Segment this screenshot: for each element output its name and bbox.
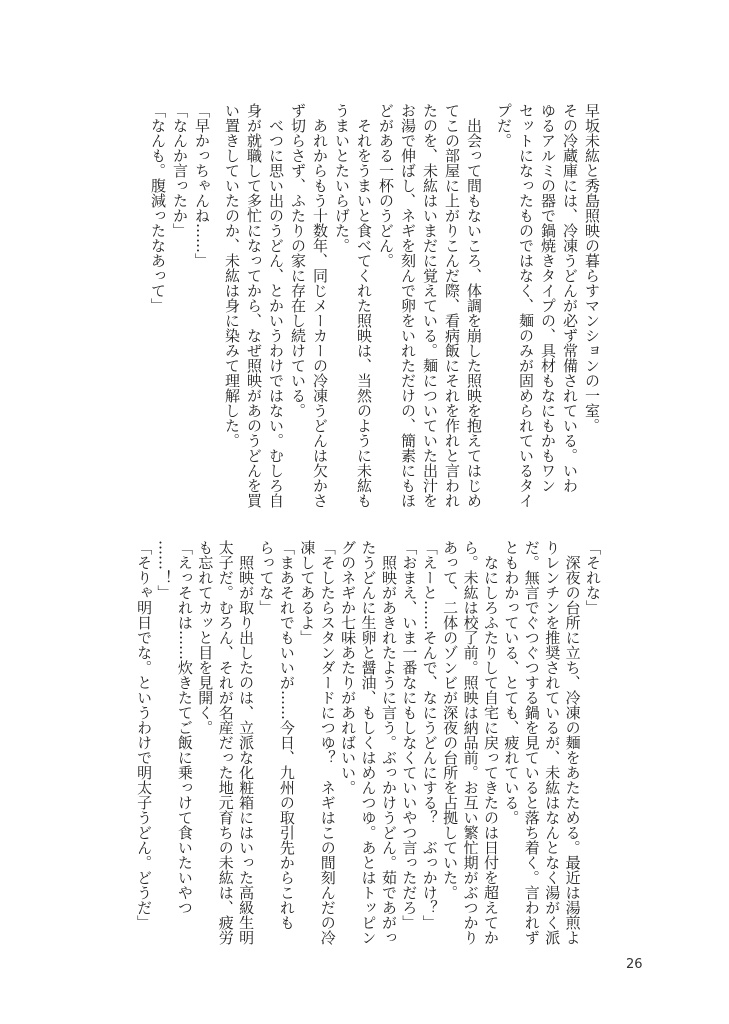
text-line: 照映があきれたように言う。ぶっかけうどん。茹であがっ	[379, 540, 398, 945]
text-line: 深夜の台所に立ち、冷凍の麺をあたためる。最近は湯煎よ	[563, 540, 582, 945]
text-line: てこの部屋に上がりこんだ際、看病飯にそれを作れと言われ	[443, 103, 461, 508]
text-line: 太子だ。むろん、それが名産だった地元育ちの未紘は、疲労	[216, 540, 235, 945]
text-line: 凍してあるよ」	[298, 540, 317, 645]
text-line: 「えーと……そんで、なにうどんにする？ ぶっかけ？」	[420, 540, 439, 930]
text-line: あって、二体のゾンビが深夜の台所を占拠していた。	[441, 540, 460, 900]
text-line: も忘れてカッと目を見開く。	[196, 540, 215, 735]
text-line: セットになったものではなく、麺のみが固められているタイ	[517, 103, 535, 508]
text-line: 「なんか言ったか」	[171, 103, 189, 238]
text-line: たのを、未紘はいまだに覚えている。麺についていた出汁を	[421, 103, 439, 508]
text-line: グのネギか七味あたりがあればいい。	[339, 540, 358, 795]
text-line: ら。未紘は校了前。照映は納品前。お互い繁忙期がぶつかり	[461, 540, 480, 945]
text-line: ず切らさず、ふたりの家に存在し続けている。	[289, 103, 307, 418]
text-line: 「なんも。腹減ったなあって」	[149, 103, 167, 313]
text-line: それをうまいと食べてくれた照映は、当然のように未紘も	[355, 103, 373, 508]
text-line: うまいとたいらげた。	[333, 103, 351, 253]
text-line: 早坂未紘と秀島照映の暮らすマンションの一室。	[583, 103, 601, 433]
text-line: 「早かっちゃんね……」	[193, 103, 211, 268]
text-line: べつに思い出のうどん、とかいうわけではない。むしろ自	[267, 103, 285, 508]
text-line: 「そりゃ明日でな。というわけで明太子うどん。どうだ」	[135, 540, 154, 930]
text-line: 「えっそれは……炊きたてご飯に乗っけて食いたいやつ	[175, 540, 194, 915]
text-line: 「そしたらスタンダードにつゆ？ ネギはこの間刻んだの冷	[318, 540, 337, 945]
text-line: ……！」	[155, 540, 174, 600]
text-line: プだ。	[495, 103, 513, 148]
top-text-block	[147, 103, 603, 508]
text-line: あれからもう十数年、同じメーカーの冷凍うどんは欠かさ	[311, 103, 329, 508]
page-number: 26	[626, 957, 643, 972]
text-line: 「おまえ、いま一番なにもしなくていいやつ言っただろ」	[400, 540, 419, 930]
text-line: ゆるアルミの器で鍋焼きタイプの、具材もなにもかもワン	[539, 103, 557, 493]
text-line: りレンチンを推奨されているが、未紘はなんとなく湯がく派	[543, 540, 562, 945]
text-line: 身が就職して多忙になってから、なぜ照映があのうどんを買	[245, 103, 263, 508]
text-line: ともわかっている、とても、疲れている。	[502, 540, 521, 825]
bottom-text-block	[134, 540, 603, 945]
text-line: 出会って間もないころ、体調を崩した照映を抱えてはじめ	[465, 103, 483, 508]
text-line: たうどんに生卵と醤油、もしくはめんつゆ。あとはトッピン	[359, 540, 378, 945]
text-line: 「それな」	[584, 540, 602, 615]
text-line: 照映が取り出したのは、立派な化粧箱にはいった高級生明	[237, 540, 256, 945]
text-line: い置きしていたのか、未紘は身に染みて理解した。	[223, 103, 241, 448]
text-line: その冷蔵庫には、冷凍うどんが必ず常備されている。いわ	[561, 103, 579, 493]
text-line: らってな」	[257, 540, 276, 615]
text-line: 「まあそれでもいいが……今日、九州の取引先からこれも	[277, 540, 296, 930]
text-line: お湯で伸ばし、ネギを刻んで卵をいれただけの、簡素にもほ	[399, 103, 417, 508]
text-line: どがある一杯のうどん。	[377, 103, 395, 268]
text-line: なにしろふたりして自宅に戻ってきたのは日付を超えてか	[481, 540, 500, 945]
text-line: だ。無言でぐつぐつする鍋を見ていると落ち着く。言われず	[522, 540, 541, 945]
